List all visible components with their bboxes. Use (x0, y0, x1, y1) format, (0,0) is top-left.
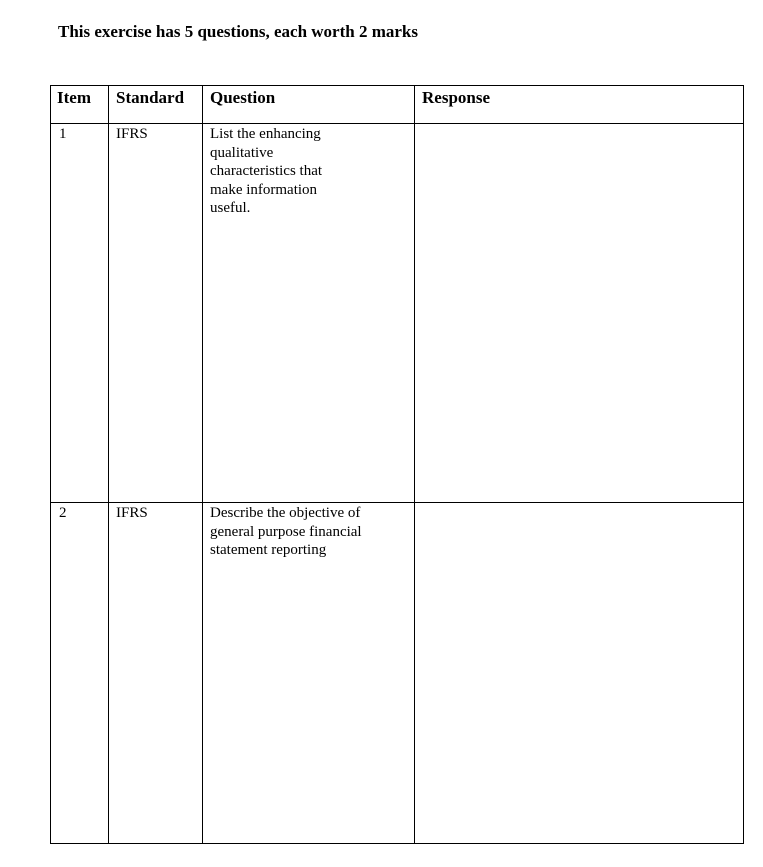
header-question: Question (203, 86, 415, 124)
header-response: Response (415, 86, 744, 124)
standard-cell: IFRS (109, 124, 203, 503)
item-number-cell: 2 (51, 503, 109, 844)
table-row (51, 503, 744, 844)
header-item: Item (51, 86, 109, 124)
question-text: Describe the objective of general purpose financial statement reporting (210, 505, 362, 558)
questions-table (50, 85, 744, 844)
standard-cell: IFRS (109, 503, 203, 844)
item-number-cell: 1 (51, 124, 109, 503)
exercise-heading: This exercise has 5 questions, each worth 2 marks (58, 22, 418, 41)
question-cell (203, 124, 415, 503)
response-cell[interactable] (415, 124, 744, 503)
question-text: List the enhancing qualitative characteristics that make information useful. (210, 126, 323, 216)
table-row (51, 124, 744, 503)
header-row (51, 86, 744, 124)
question-cell (203, 503, 415, 844)
header-standard: Standard (109, 86, 203, 124)
response-cell[interactable] (415, 503, 744, 844)
